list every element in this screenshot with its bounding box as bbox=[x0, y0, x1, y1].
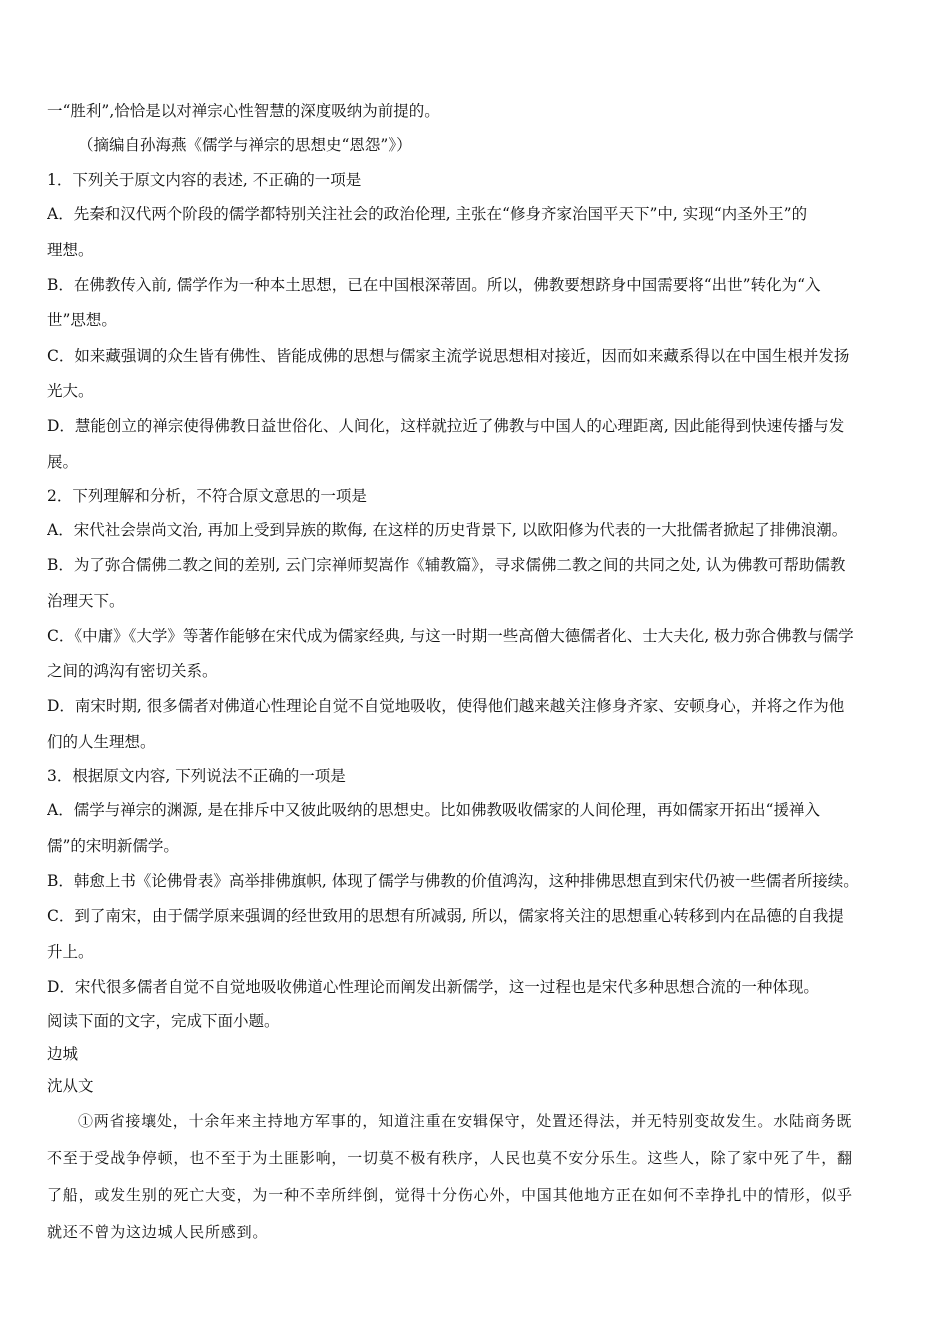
question-3-option-b: B．韩愈上书《论佛骨表》高举排佛旗帜, 体现了儒学与佛教的价值鸿沟，这种排佛思想直到宋代仍被一些儒者所接续。 bbox=[47, 872, 859, 890]
question-3-option-c: C．到了南宋，由于儒学原来强调的经世致用的思想有所减弱, 所以，儒家将关注的思想重心转移到内在品德的自我提 bbox=[47, 907, 844, 925]
question-1-option-d-cont: 展。 bbox=[47, 453, 79, 471]
question-3-stem: 3．根据原文内容, 下列说法不正确的一项是 bbox=[47, 767, 346, 785]
text-line: 一“胜利”,恰恰是以对禅宗心性智慧的深度吸纳为前提的。 bbox=[47, 102, 440, 120]
question-1-option-a: A．先秦和汉代两个阶段的儒学都特别关注社会的政治伦理, 主张在“修身齐家治国平天下”中, 实现“内圣外王”的 bbox=[47, 205, 808, 223]
question-3-option-d: D．宋代很多儒者自觉不自觉地吸收佛道心性理论而阐发出新儒学，这一过程也是宋代多种思想合流的一种体现。 bbox=[47, 978, 819, 996]
question-1-option-d: D．慧能创立的禅宗使得佛教日益世俗化、人间化，这样就拉近了佛教与中国人的心理距离, 因此能得到快速传播与发 bbox=[47, 417, 845, 435]
question-2-option-d: D．南宋时期, 很多儒者对佛道心性理论自觉不自觉地吸收，使得他们越来越关注修身齐家、安顿身心，并将之作为他 bbox=[47, 697, 845, 715]
question-3-option-a: A．儒学与禅宗的渊源, 是在排斥中又彼此吸纳的思想史。比如佛教吸收儒家的人间伦理，再如儒家开拓出“援禅入 bbox=[47, 801, 820, 819]
question-2-option-a: A．宋代社会崇尚文治, 再加上受到异族的欺侮, 在这样的历史背景下, 以欧阳修为代表的一大批儒者掀起了排佛浪潮。 bbox=[47, 521, 848, 539]
question-1-option-a-cont: 理想。 bbox=[47, 241, 94, 259]
passage-line: 就还不曾为这边城人民所感到。 bbox=[47, 1223, 269, 1241]
passage-line: ①两省接壤处，十余年来主持地方军事的，知道注重在安辑保守，处置还得法，并无特别变故发生。水陆商务既 bbox=[78, 1112, 853, 1130]
question-1-stem: 1．下列关于原文内容的表述, 不正确的一项是 bbox=[47, 171, 362, 189]
reading-instruction: 阅读下面的文字，完成下面小题。 bbox=[47, 1012, 280, 1030]
story-author: 沈从文 bbox=[47, 1077, 94, 1095]
question-3-option-c-cont: 升上。 bbox=[47, 943, 94, 961]
source-citation: （摘编自孙海燕《儒学与禅宗的思想史“恩怨”》） bbox=[78, 136, 412, 154]
question-2-option-c: C．《中庸》《大学》等著作能够在宋代成为儒家经典, 与这一时期一些高僧大德儒者化、士大夫化, 极力弥合佛教与儒学 bbox=[47, 627, 854, 645]
question-1-option-c-cont: 光大。 bbox=[47, 382, 94, 400]
question-2-stem: 2．下列理解和分析，不符合原文意思的一项是 bbox=[47, 487, 367, 505]
question-1-option-b-cont: 世”思想。 bbox=[47, 311, 117, 329]
passage-line: 不至于受战争停顿，也不至于为土匪影响，一切莫不极有秩序，人民也莫不安分乐生。这些人，除了家中死了牛，翻 bbox=[47, 1149, 853, 1167]
question-3-option-a-cont: 儒”的宋明新儒学。 bbox=[47, 837, 179, 855]
question-2-option-b: B．为了弥合儒佛二教之间的差别, 云门宗禅师契嵩作《辅教篇》，寻求儒佛二教之间的共同之处, 认为佛教可帮助儒教 bbox=[47, 556, 846, 574]
passage-line: 了船，或发生别的死亡大变，为一种不幸所绊倒，觉得十分伤心外，中国其他地方正在如何不幸挣扎中的情形，似乎 bbox=[47, 1186, 853, 1204]
question-1-option-c: C．如来藏强调的众生皆有佛性、皆能成佛的思想与儒家主流学说思想相对接近，因而如来藏系得以在中国生根并发扬 bbox=[47, 347, 850, 365]
question-1-option-b: B．在佛教传入前, 儒学作为一种本土思想，已在中国根深蒂固。所以，佛教要想跻身中国需要将“出世”转化为“入 bbox=[47, 276, 821, 294]
question-2-option-d-cont: 们的人生理想。 bbox=[47, 733, 156, 751]
question-2-option-c-cont: 之间的鸿沟有密切关系。 bbox=[47, 662, 218, 680]
story-title: 边城 bbox=[47, 1045, 79, 1063]
question-2-option-b-cont: 治理天下。 bbox=[47, 592, 125, 610]
